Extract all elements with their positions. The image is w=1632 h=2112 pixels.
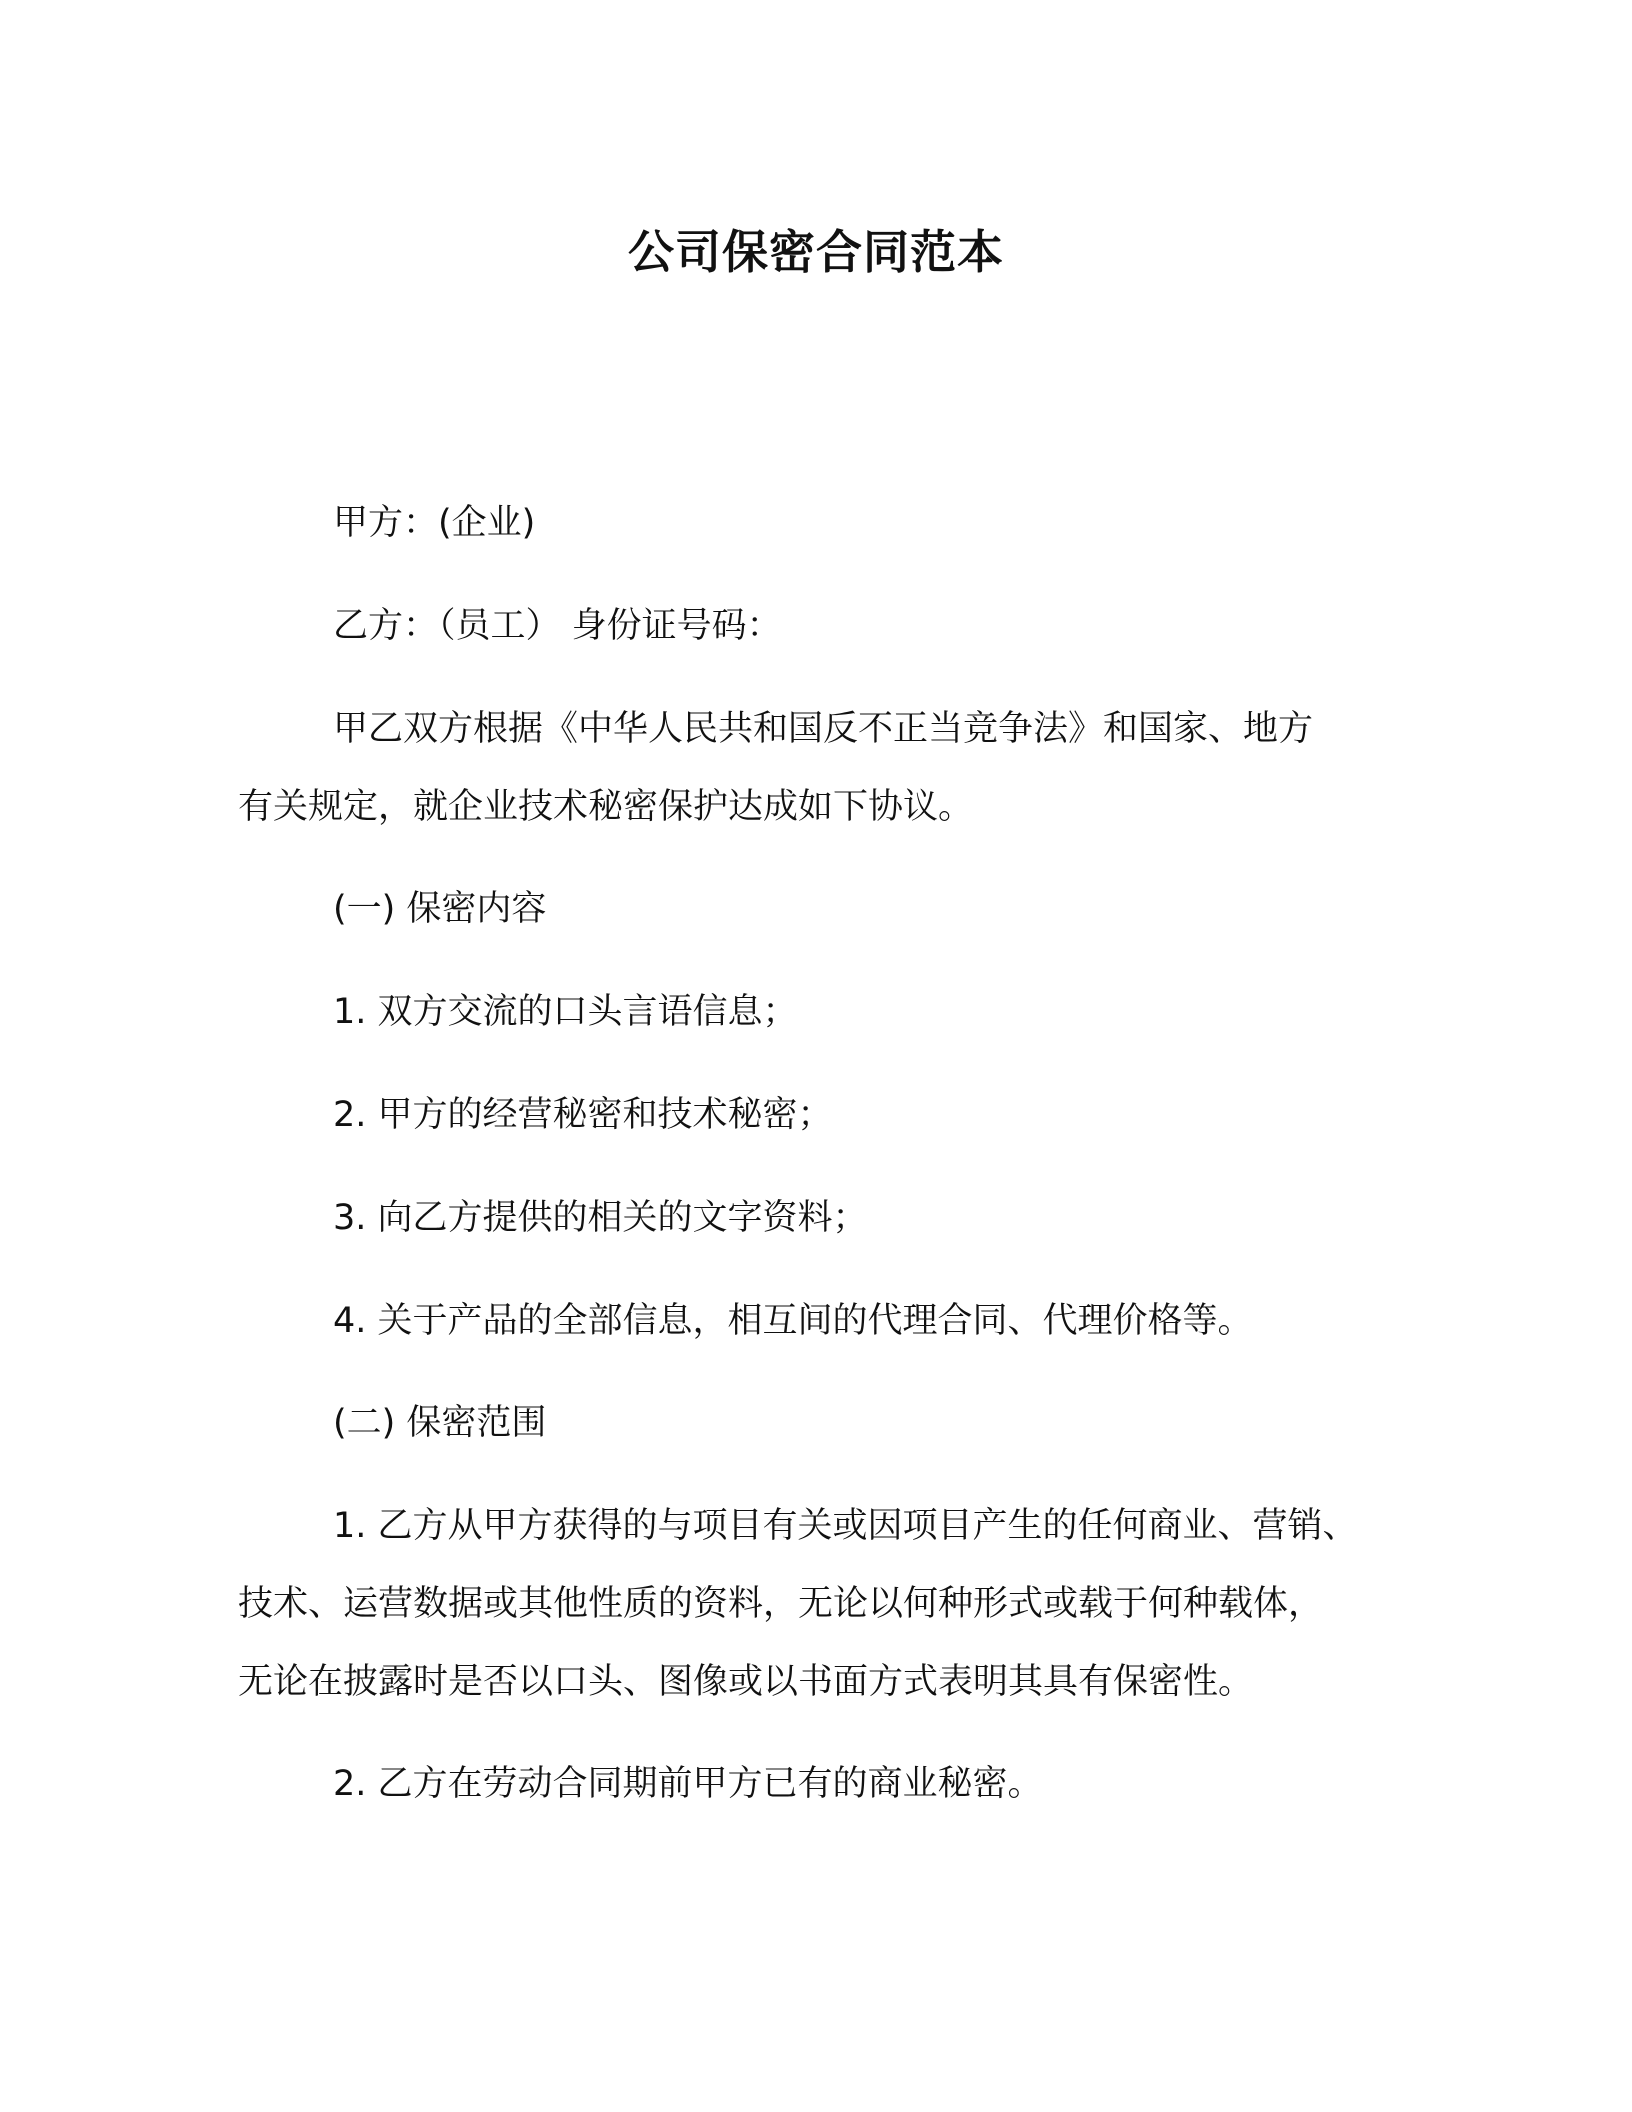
list-item: 4. 关于产品的全部信息，相互间的代理合同、代理价格等。	[333, 1301, 1253, 1341]
scope-item-1-line-2: 技术、运营数据或其他性质的资料，无论以何种形式或载于何种载体，	[238, 1584, 1324, 1624]
list-item: 1. 双方交流的口头言语信息；	[333, 992, 798, 1032]
scope-item-2: 2. 乙方在劳动合同期前甲方已有的商业秘密。	[333, 1764, 1043, 1804]
list-item: 3. 向乙方提供的相关的文字资料；	[333, 1198, 868, 1238]
document-title: 公司保密合同范本	[628, 225, 1004, 279]
preamble-line-1: 甲乙双方根据《中华人民共和国反不正当竞争法》和国家、地方	[333, 709, 1314, 749]
scope-item-1-line-3: 无论在披露时是否以口头、图像或以书面方式表明其具有保密性。	[238, 1662, 1254, 1702]
party-a-line: 甲方：(企业)	[333, 503, 536, 543]
section-heading-content: (一) 保密内容	[333, 889, 547, 929]
list-item: 2. 甲方的经营秘密和技术秘密；	[333, 1095, 833, 1135]
scope-item-1-line-1: 1. 乙方从甲方获得的与项目有关或因项目产生的任何商业、营销、	[333, 1506, 1358, 1546]
party-b-line: 乙方：（员工） 身份证号码：	[333, 606, 782, 646]
section-heading-scope: (二) 保密范围	[333, 1403, 547, 1443]
preamble-line-2: 有关规定，就企业技术秘密保护达成如下协议。	[238, 787, 974, 827]
